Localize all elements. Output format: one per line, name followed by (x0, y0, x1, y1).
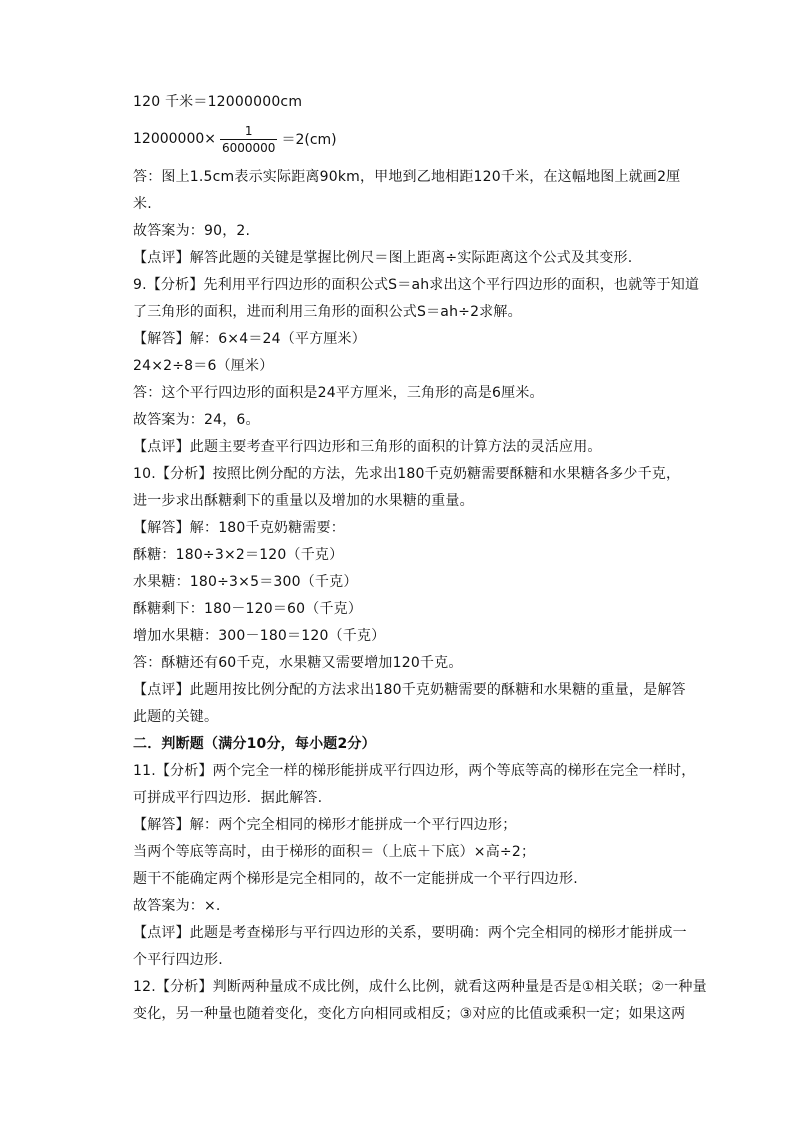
text-line: 【点评】此题主要考查平行四边形和三角形的面积的计算方法的灵活应用。 (133, 439, 602, 455)
text-line: 题干不能确定两个梯形是完全相同的，故不一定能拼成一个平行四边形. (133, 871, 578, 887)
fraction-equation (133, 119, 337, 159)
text-line: 酥糖剩下：180－120＝60（千克） (133, 601, 363, 617)
text-line: 增加水果糖：300－180＝120（千克） (133, 628, 386, 644)
text-line: 了三角形的面积，进而利用三角形的面积公式S＝ah÷2求解。 (133, 304, 522, 320)
text-line: 11.【分析】两个完全一样的梯形能拼成平行四边形，两个等底等高的梯形在完全一样时， (133, 763, 696, 779)
text-line: 【点评】解答此题的关键是掌握比例尺＝图上距离÷实际距离这个公式及其变形. (133, 250, 633, 266)
text-line: 120 千米＝12000000cm (133, 94, 303, 110)
equation-suffix: ＝2(cm) (281, 132, 337, 148)
text-line: 【解答】解：6×4＝24（平方厘米） (133, 331, 366, 347)
text-line: 水果糖：180÷3×5＝300（千克） (133, 574, 358, 590)
text-line: 变化，另一种量也随着变化，变化方向相同或相反；③对应的比值或乘积一定；如果这两 (133, 1006, 686, 1022)
text-line: 答：这个平行四边形的面积是24平方厘米，三角形的高是6厘米。 (133, 385, 544, 401)
equation-prefix: 12000000× (133, 131, 216, 147)
text-line: 此题的关键。 (133, 709, 219, 725)
text-line: 个平行四边形. (133, 952, 223, 968)
text-line: 故答案为：24，6。 (133, 412, 260, 428)
text-line: 24×2÷8＝6（厘米） (133, 358, 274, 374)
text-line: 【点评】此题是考查梯形与平行四边形的关系，要明确：两个完全相同的梯形才能拼成一 (133, 925, 687, 941)
fraction (220, 124, 277, 155)
text-line: 故答案为：×. (133, 898, 221, 914)
text-line: 酥糖：180÷3×2＝120（千克） (133, 547, 344, 563)
text-line: 12.【分析】判断两种量成不成比例，成什么比例，就看这两种量是否是①相关联；②一种量 (133, 979, 707, 995)
fraction-denominator: 6000000 (222, 140, 276, 155)
fraction-numerator: 1 (244, 123, 253, 138)
text-line: 故答案为：90，2. (133, 223, 251, 239)
text-line: 【解答】解：180千克奶糖需要： (133, 520, 345, 536)
fraction-bar (220, 139, 277, 140)
text-line: 米. (133, 196, 152, 212)
text-line: 可拼成平行四边形．据此解答. (133, 790, 323, 806)
text-line: 10.【分析】按照比例分配的方法，先求出180千克奶糖需要酥糖和水果糖各多少千克， (133, 466, 681, 482)
text-line: 9.【分析】先利用平行四边形的面积公式S＝ah求出这个平行四边形的面积，也就等于知道 (133, 277, 700, 293)
text-line: 当两个等底等高时，由于梯形的面积＝（上底＋下底）×高÷2； (133, 844, 536, 860)
text-line: 【解答】解：两个完全相同的梯形才能拼成一个平行四边形； (133, 817, 517, 833)
section-heading: 二．判断题（满分10分，每小题2分） (133, 736, 376, 752)
text-line: 答：图上1.5cm表示实际距离90km，甲地到乙地相距120千米，在这幅地图上就画2厘 (133, 169, 681, 185)
text-line: 答：酥糖还有60千克，水果糖又需要增加120千克。 (133, 655, 463, 671)
text-line: 【点评】此题用按比例分配的方法求出180千克奶糖需要的酥糖和水果糖的重量，是解答 (133, 682, 686, 698)
text-line: 进一步求出酥糖剩下的重量以及增加的水果糖的重量。 (133, 493, 474, 509)
